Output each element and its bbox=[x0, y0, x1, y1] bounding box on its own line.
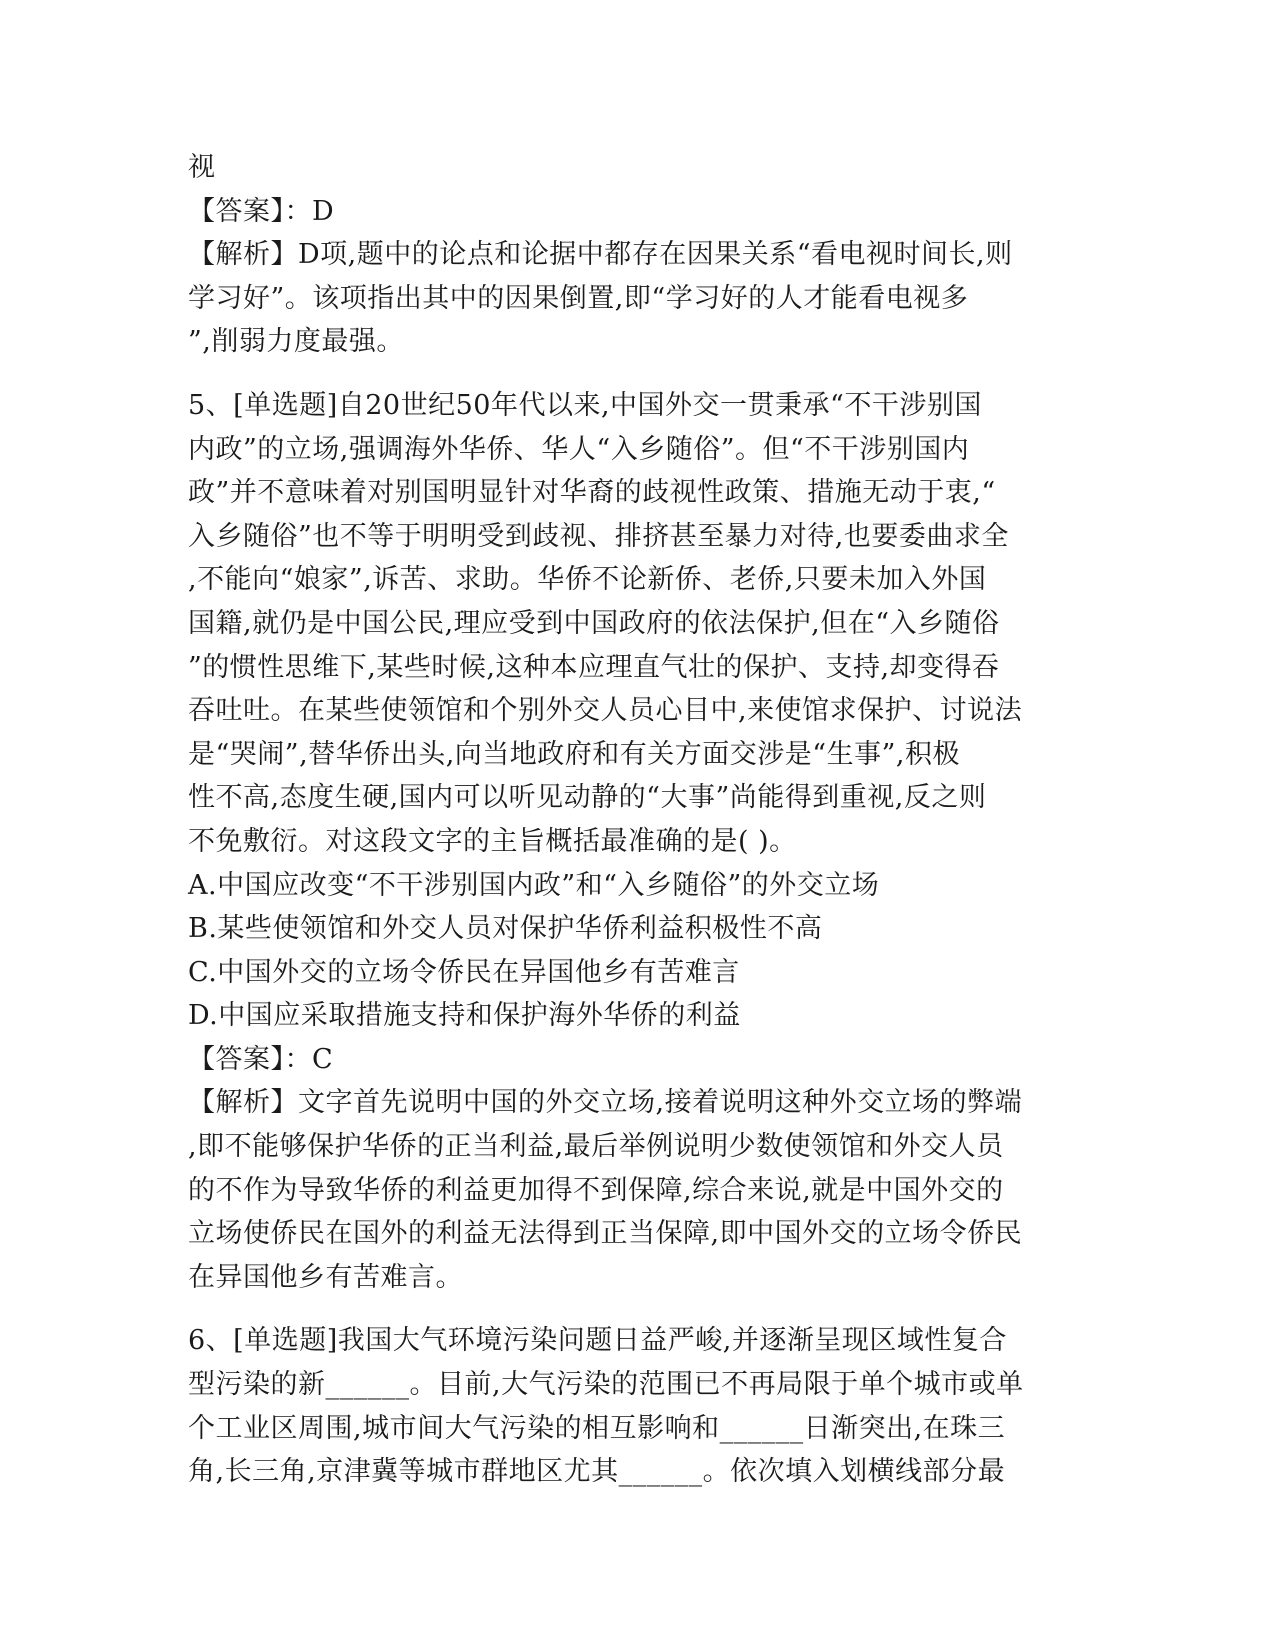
question-4-analysis-line: ”,削弱力度最强。 bbox=[188, 326, 404, 358]
question-5-analysis-line: 的不作为导致华侨的利益更加得不到保障,综合来说,就是中国外交的 bbox=[188, 1174, 1004, 1206]
question-5-stem-line: 吞吐吐。在某些使领馆和个别外交人员心目中,来使馆求保护、讨说法 bbox=[188, 695, 1023, 727]
question-5-option-a: A.中国应改变“不干涉别国内政”和“入乡随俗”的外交立场 bbox=[188, 869, 880, 901]
question-5-stem-line: 是“哭闹”,替华侨出头,向当地政府和有关方面交涉是“生事”,积极 bbox=[188, 738, 960, 770]
question-6 bbox=[188, 1319, 1078, 1493]
question-4-answer: 【答案】：D bbox=[188, 195, 335, 227]
question-5-stem-line: 国籍,就仍是中国公民,理应受到中国政府的依法保护,但在“入乡随俗 bbox=[188, 607, 1000, 639]
question-5-option-c: C.中国外交的立场令侨民在异国他乡有苦难言 bbox=[188, 956, 740, 988]
question-5 bbox=[188, 384, 1078, 1299]
section-gap bbox=[188, 1299, 1078, 1319]
question-6-stem-line: 型污染的新______。目前,大气污染的范围已不再局限于单个城市或单 bbox=[188, 1369, 1024, 1401]
question-5-analysis-line: 立场使侨民在国外的利益无法得到正当保障,即中国外交的立场令侨民 bbox=[188, 1218, 1023, 1250]
question-5-stem-line: 5、[单选题]自20世纪50年代以来,中国外交一贯秉承“不干涉别国 bbox=[188, 389, 982, 421]
question-4-analysis-line: 【解析】D项,题中的论点和论据中都存在因果关系“看电视时间长,则 bbox=[188, 239, 1013, 271]
section-gap bbox=[188, 364, 1078, 384]
question-5-analysis-line: ,即不能够保护华侨的正当利益,最后举例说明少数使领馆和外交人员 bbox=[188, 1131, 1004, 1163]
question-5-stem-line: 内政”的立场,强调海外华侨、华人“入乡随俗”。但“不干涉别国内 bbox=[188, 433, 970, 465]
question-5-option-d: D.中国应采取措施支持和保护海外华侨的利益 bbox=[188, 1000, 741, 1032]
question-4-stem-line: 视 bbox=[188, 152, 216, 183]
question-5-stem-line: 入乡随俗”也不等于明明受到歧视、排挤甚至暴力对待,也要委曲求全 bbox=[188, 520, 1009, 552]
question-5-analysis-line: 【解析】文字首先说明中国的外交立场,接着说明这种外交立场的弊端 bbox=[188, 1087, 1023, 1119]
question-5-stem-line: 性不高,态度生硬,国内可以听见动静的“大事”尚能得到重视,反之则 bbox=[188, 782, 987, 814]
document-body bbox=[188, 146, 1078, 1494]
question-4-tail bbox=[188, 146, 1078, 364]
question-6-stem-line: 个工业区周围,城市间大气污染的相互影响和______日渐突出,在珠三 bbox=[188, 1412, 1006, 1444]
question-4-analysis-line: 学习好”。该项指出其中的因果倒置,即“学习好的人才能看电视多 bbox=[188, 282, 969, 314]
question-5-analysis-line: 在异国他乡有苦难言。 bbox=[188, 1261, 463, 1293]
question-5-answer: 【答案】：C bbox=[188, 1043, 334, 1075]
question-5-stem-line: 不免敷衍。对这段文字的主旨概括最准确的是( )。 bbox=[188, 825, 797, 857]
question-5-stem-line: ”的惯性思维下,某些时候,这种本应理直气壮的保护、支持,却变得吞 bbox=[188, 651, 1000, 683]
question-6-stem-line: 6、[单选题]我国大气环境污染问题日益严峻,并逐渐呈现区域性复合 bbox=[188, 1325, 1007, 1357]
question-5-option-b: B.某些使领馆和外交人员对保护华侨利益积极性不高 bbox=[188, 913, 823, 945]
question-6-stem-line: 角,长三角,京津冀等城市群地区尤其______。依次填入划横线部分最 bbox=[188, 1456, 1006, 1488]
question-5-stem-line: ,不能向“娘家”,诉苦、求助。华侨不论新侨、老侨,只要未加入外国 bbox=[188, 564, 987, 596]
question-5-stem-line: 政”并不意味着对别国明显针对华裔的歧视性政策、措施无动于衷,“ bbox=[188, 477, 996, 509]
